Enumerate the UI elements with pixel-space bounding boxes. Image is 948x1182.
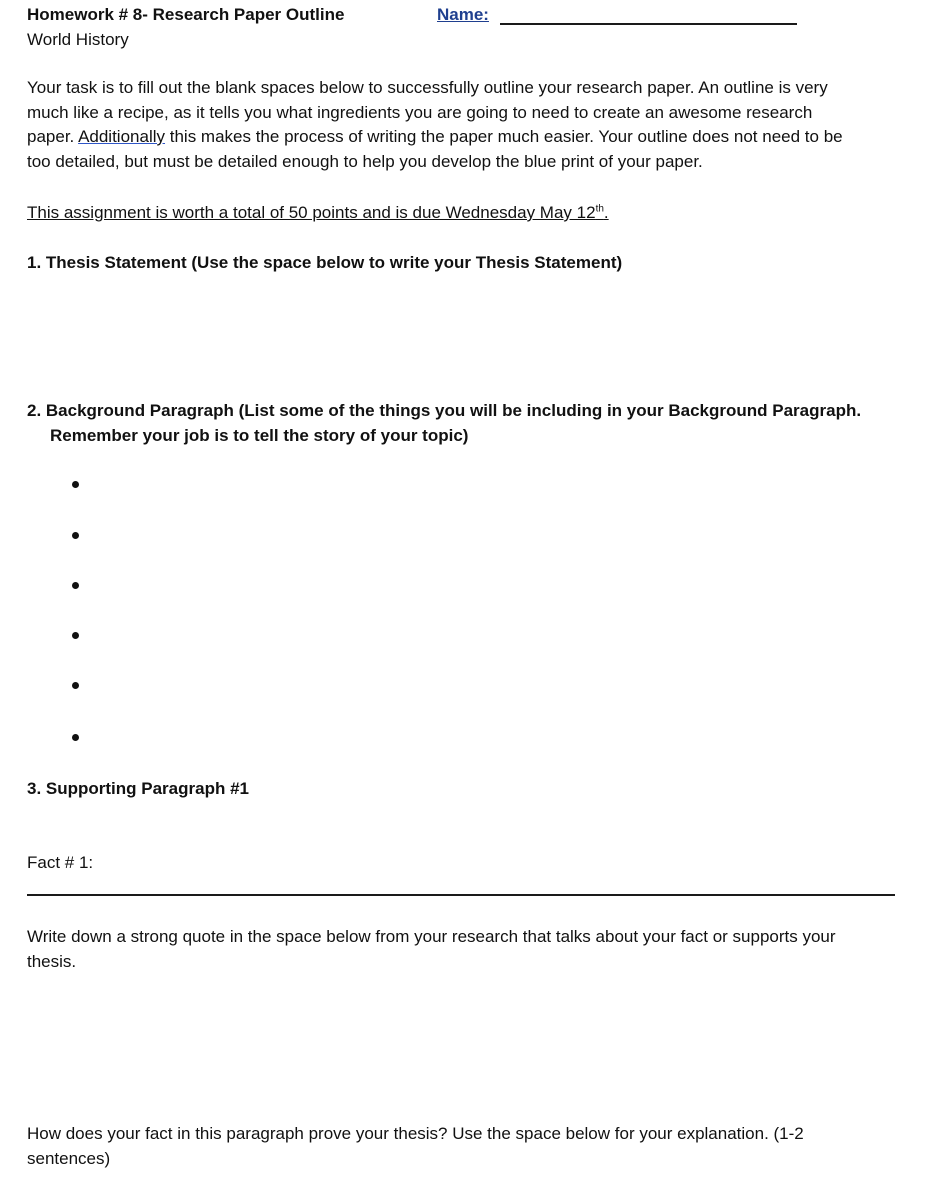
intro-line-3-start: paper.: [27, 127, 79, 146]
assignment-suffix: th: [595, 203, 604, 215]
assignment-text: This assignment is worth a total of 50 points and is due Wednesday May 12: [27, 203, 596, 222]
assignment-note: [27, 200, 609, 225]
fact-label: Fact # 1:: [27, 853, 94, 872]
bullet-point: [72, 532, 79, 539]
assignment-end: .: [603, 203, 609, 222]
intro-line-1: Your task is to fill out the blank spaces below to successfully outline your research paper. An outline is very: [27, 78, 828, 97]
section-background-heading: 2. Background Paragraph (List some of the things you will be including in your Background Paragraph.: [27, 401, 862, 420]
quote-prompt-line-2: thesis.: [27, 951, 77, 971]
bullet-point: [72, 481, 79, 488]
fact-answer-line: [27, 894, 895, 896]
intro-paragraph: [27, 76, 932, 174]
worksheet-title: Homework # 8- Research Paper Outline: [27, 5, 345, 24]
name-label: Name:: [437, 5, 489, 24]
bullet-point: [72, 734, 79, 741]
quote-prompt: [27, 925, 932, 974]
prove-prompt: [27, 1122, 932, 1171]
name-blank-line: [500, 23, 797, 25]
intro-line-3: [27, 125, 932, 150]
quote-prompt-line-1: Write down a strong quote in the space below from your research that talks about your fact or supports your: [27, 927, 836, 946]
bullet-point: [72, 582, 79, 589]
section-background-subheading: Remember your job is to tell the story of your topic): [50, 426, 469, 445]
subject-label: World History: [27, 30, 129, 49]
spellcheck-word: Additionally: [78, 127, 166, 146]
intro-line-2: much like a recipe, as it tells you what ingredients you are going to need to create an awesome research: [27, 102, 813, 122]
prove-prompt-line-1: How does your fact in this paragraph prove your thesis? Use the space below for your explanation. (1-2: [27, 1124, 804, 1143]
intro-line-4: too detailed, but must be detailed enough to help you develop the blue print of your paper.: [27, 151, 703, 171]
prove-prompt-line-2: sentences): [27, 1148, 111, 1168]
intro-line-3-end: this makes the process of writing the paper much easier. Your outline does not need to be: [165, 127, 843, 146]
bullet-point: [72, 632, 79, 639]
section-thesis-heading: 1. Thesis Statement (Use the space below to write your Thesis Statement): [27, 253, 623, 272]
bullet-point: [72, 682, 79, 689]
section-supporting-heading: 3. Supporting Paragraph #1: [27, 779, 249, 798]
